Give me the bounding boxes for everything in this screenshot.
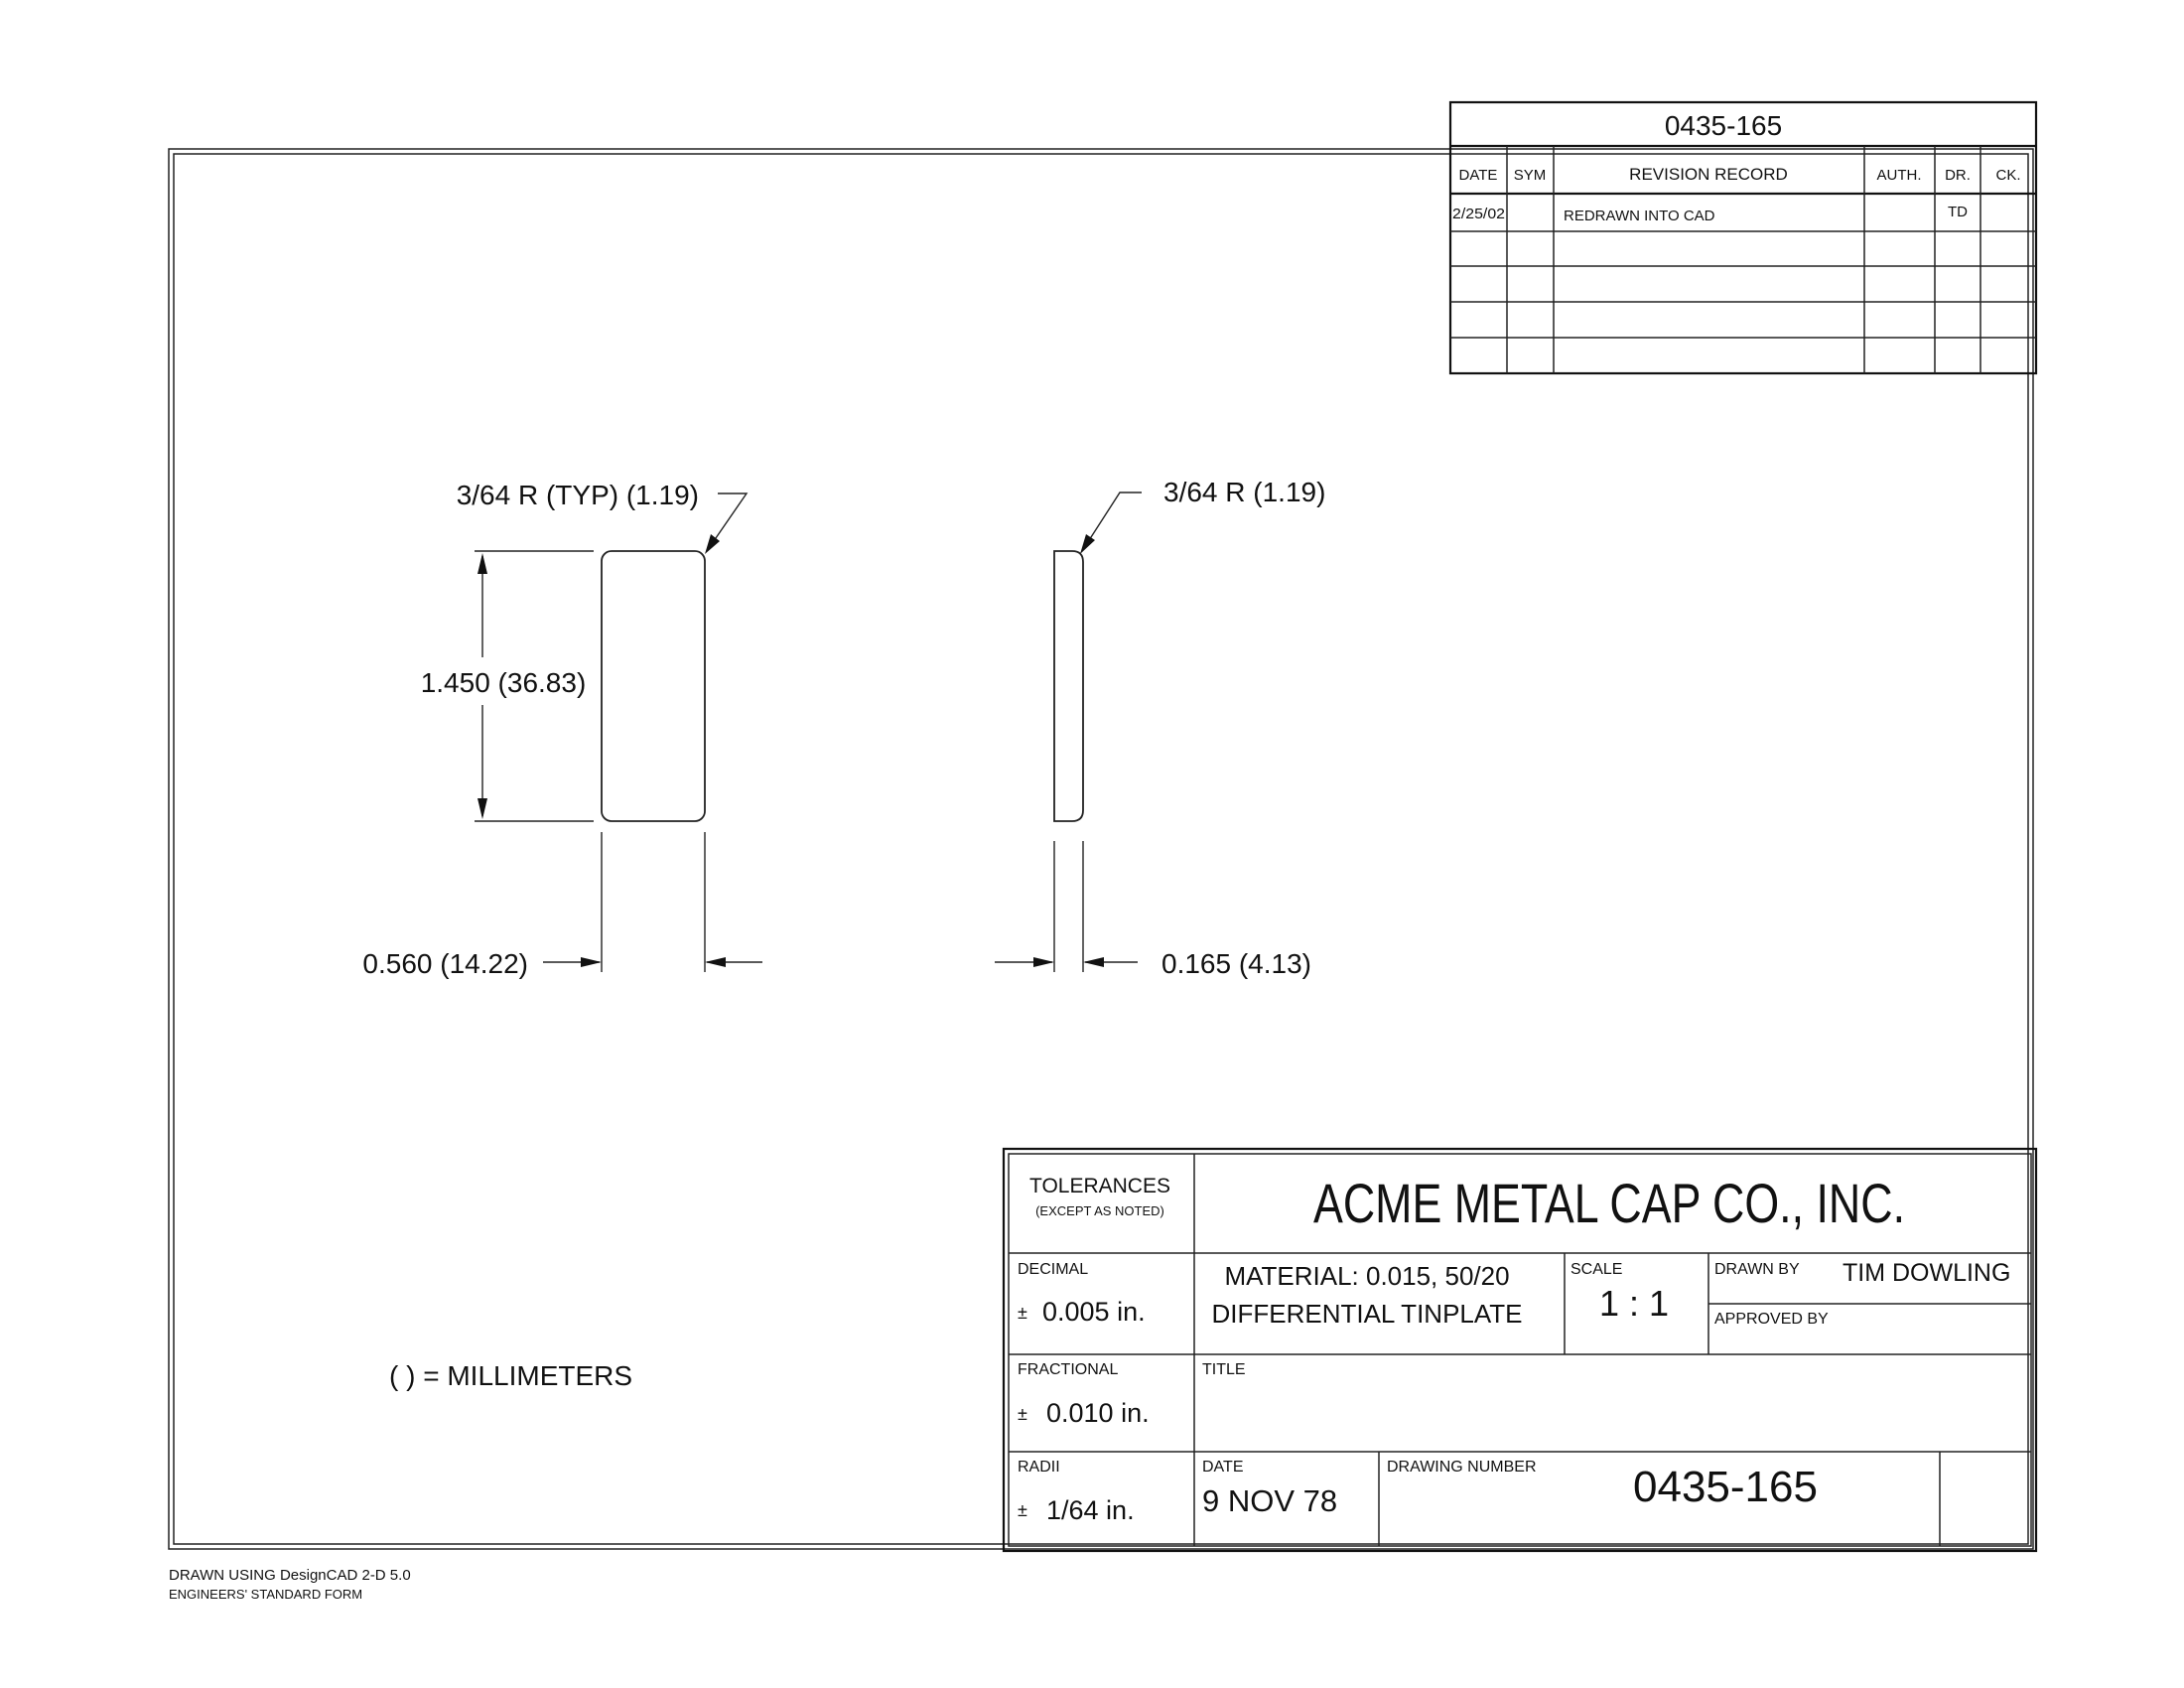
fractional-plus-minus: ± (1018, 1404, 1027, 1424)
date-label: DATE (1202, 1459, 1244, 1476)
fractional-label: FRACTIONAL (1018, 1361, 1119, 1378)
footer-line-1: DRAWN USING DesignCAD 2-D 5.0 (169, 1567, 411, 1584)
thickness-dimension: 0.165 (4.13) (1161, 948, 1311, 979)
date-value: 9 NOV 78 (1202, 1483, 1338, 1518)
rev-header-ck: CK. (1995, 167, 2021, 184)
side-radius-note: 3/64 R (1.19) (1163, 477, 1326, 507)
revision-drawing-number: 0435-165 (1664, 110, 1783, 141)
rev-header-auth: AUTH. (1876, 167, 1922, 184)
approved-by-label: APPROVED BY (1714, 1311, 1829, 1328)
units-note: ( ) = MILLIMETERS (389, 1360, 633, 1391)
side-view-outline (1054, 551, 1083, 821)
tolerances-note: (EXCEPT AS NOTED) (1035, 1203, 1164, 1218)
radii-plus-minus: ± (1018, 1500, 1027, 1520)
radii-label: RADII (1018, 1459, 1060, 1476)
tolerances-label: TOLERANCES (1029, 1175, 1170, 1197)
company-name: ACME METAL CAP CO., INC. (1313, 1172, 1905, 1234)
scale-label: SCALE (1570, 1261, 1623, 1278)
front-view-outline (602, 551, 705, 821)
title-block (1004, 1149, 2036, 1551)
fractional-value: 0.010 in. (1046, 1398, 1150, 1428)
front-radius-note: 3/64 R (TYP) (1.19) (456, 480, 699, 510)
rev-header-sym: SYM (1513, 167, 1547, 184)
drawing-number-label: DRAWING NUMBER (1387, 1459, 1537, 1476)
rev-row-drawn: TD (1948, 204, 1968, 220)
title-label: TITLE (1202, 1361, 1246, 1378)
height-dimension: 1.450 (36.83) (420, 667, 587, 698)
drawing-number-value: 0435-165 (1633, 1463, 1818, 1511)
rev-row-record: REDRAWN INTO CAD (1564, 208, 1715, 224)
revision-block (1450, 102, 2036, 373)
material-line-1: MATERIAL: 0.015, 50/20 (1224, 1261, 1510, 1291)
drawn-by-value: TIM DOWLING (1843, 1259, 2011, 1287)
width-dimension: 0.560 (14.22) (362, 948, 528, 979)
decimal-plus-minus: ± (1018, 1303, 1027, 1323)
drawn-by-label: DRAWN BY (1714, 1261, 1800, 1278)
rev-header-dr: DR. (1945, 167, 1971, 184)
decimal-label: DECIMAL (1018, 1261, 1089, 1278)
rev-header-date: DATE (1458, 167, 1498, 184)
side-view (995, 477, 1325, 979)
rev-row-date: 2/25/02 (1452, 206, 1505, 222)
rev-header-record: REVISION RECORD (1629, 165, 1788, 184)
material-line-2: DIFFERENTIAL TINPLATE (1211, 1299, 1523, 1329)
sheet-border (169, 149, 2033, 1549)
footer-line-2: ENGINEERS' STANDARD FORM (169, 1587, 363, 1602)
decimal-value: 0.005 in. (1042, 1297, 1146, 1327)
scale-value: 1 : 1 (1598, 1283, 1670, 1324)
radii-value: 1/64 in. (1046, 1495, 1135, 1525)
front-view (362, 480, 762, 979)
